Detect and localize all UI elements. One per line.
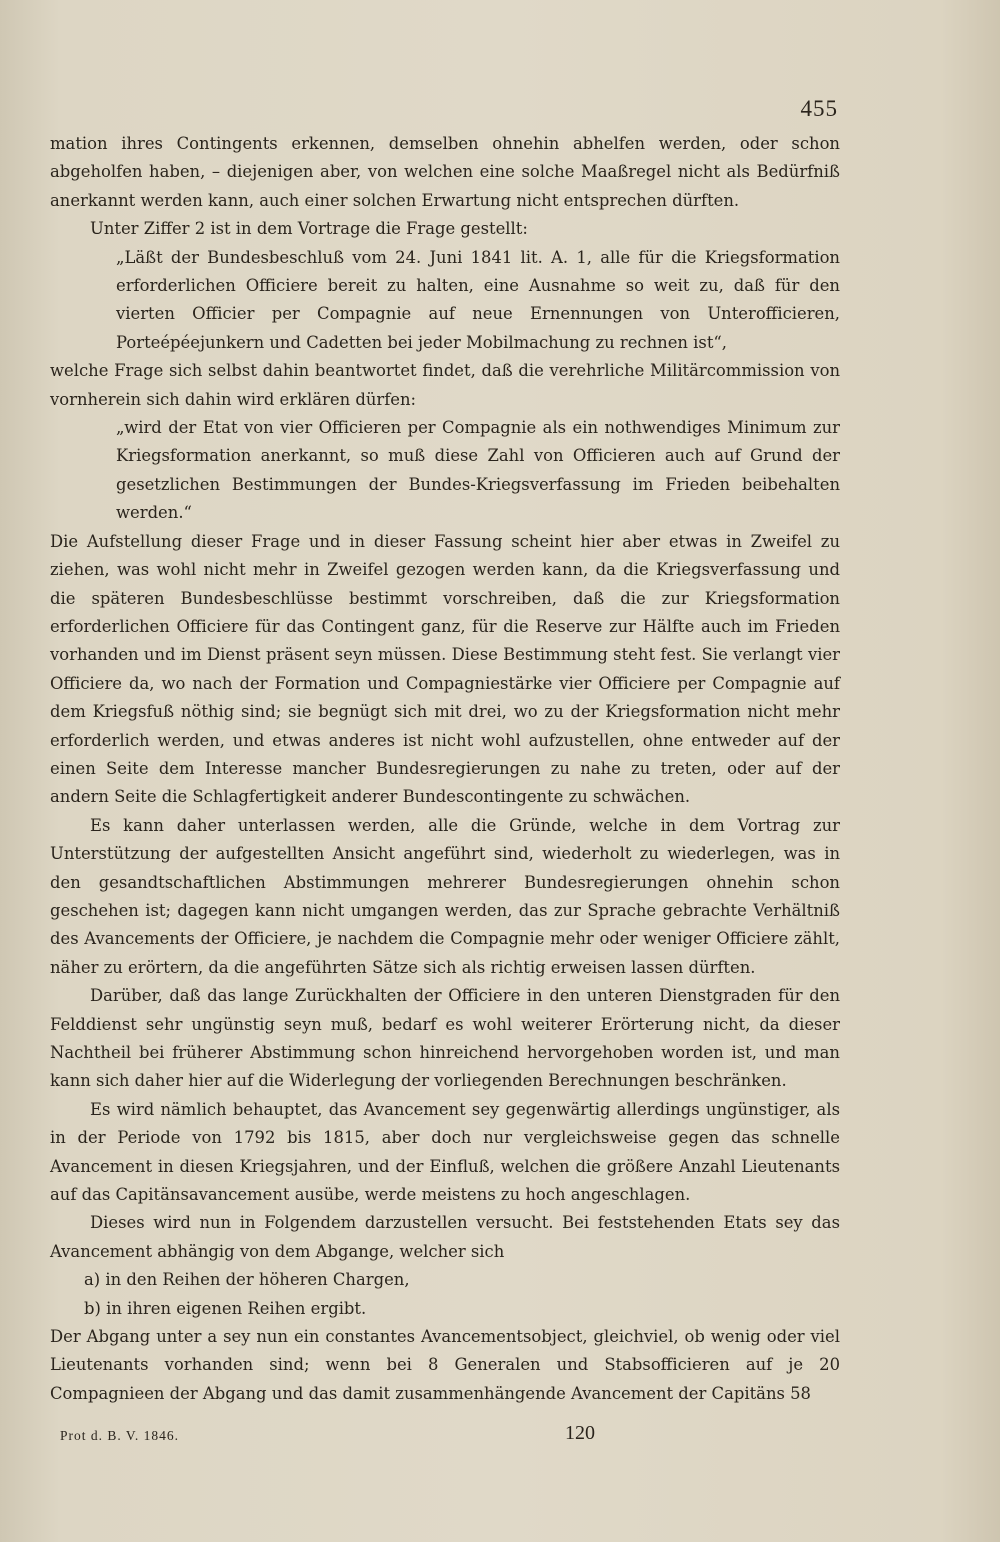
- paragraph: welche Frage sich selbst dahin beantwortet findet, daß die verehrliche Militärcommission von vornherein sich dahin wird erklären dürfen:: [50, 361, 840, 409]
- paragraph: Der Abgang unter a sey nun ein constantes Avancementsobject, gleichviel, ob wenig oder viel Lieutenants vorhanden sind; wenn bei 8 Generalen und Stabsofficieren auf je 20 Compagnieen der Abgang und das damit zusammenhängende Avancement der Capitäns 58: [50, 1327, 840, 1403]
- paragraph: Darüber, daß das lange Zurückhalten der Officiere in den unteren Dienstgraden für den Felddienst sehr ungünstig seyn muß, bedarf es wohl weiterer Erörterung nicht, da dieser Nachtheil bei früherer Abstimmung schon hinreichend hervorgehoben worden ist, und man kann sich daher hier auf die Widerlegung der vorliegenden Berechnungen beschränken.: [50, 986, 840, 1091]
- signature-number: 120: [565, 1422, 595, 1444]
- paragraph: „wird der Etat von vier Officieren per Compagnie als ein nothwendiges Minimum zur Kriegsformation anerkannt, so muß diese Zahl von Officieren auch auf Grund der gesetzlichen Bestimmungen der Bundes-Kriegsverfassung im Frieden beibehalten werden.“: [116, 418, 840, 523]
- paragraph: Unter Ziffer 2 ist in dem Vortrage die Frage gestellt:: [90, 219, 528, 239]
- body-text: [50, 130, 840, 1408]
- footer-reference: Prot d. B. V. 1846.: [60, 1428, 180, 1443]
- paragraph: Die Aufstellung dieser Frage und in dieser Fassung scheint hier aber etwas in Zweifel zu ziehen, was wohl nicht mehr in Zweifel gezogen werden kann, da die Kriegsverfassung und die späteren Bundesbeschlüsse bestimmt vorschreiben, daß die zur Kriegsformation erforderlichen Officiere für das Contingent ganz, für die Reserve zur Hälfte auch im Frieden vorhanden und im Dienst präsent seyn müssen. Diese Bestimmung steht fest. Sie verlangt vier Officiere da, wo nach der Formation und Compagniestärke vier Officiere per Compagnie auf dem Kriegsfuß nöthig sind; sie begnügt sich mit drei, wo zu der Kriegsformation nicht mehr erforderlich werden, und etwas anderes ist nicht wohl aufzustellen, ohne entweder auf der einen Seite dem Interesse mancher Bundesregierungen zu nahe zu treten, oder auf der andern Seite die Schlagfertigkeit anderer Bundescontingente zu schwächen.: [50, 531, 840, 807]
- paragraph: b) in ihren eigenen Reihen ergibt.: [84, 1298, 367, 1318]
- page-number: 455: [800, 96, 838, 121]
- paragraph: Es kann daher unterlassen werden, alle die Gründe, welche in dem Vortrag zur Unterstützung der aufgestellten Ansicht angeführt sind, wiederholt zu wiederlegen, was in den gesandtschaftlichen Abstimmungen mehrerer Bundesregierungen ohnehin schon geschehen ist; dagegen kann nicht umgangen werden, das zur Sprache gebrachte Verhältniß des Avancements der Officiere, je nachdem die Compagnie mehr oder weniger Officiere zählt, näher zu erörtern, da die angeführten Sätze sich als richtig erweisen lassen dürften.: [50, 815, 840, 977]
- paragraph: Dieses wird nun in Folgendem darzustellen versucht. Bei feststehenden Etats sey das Avancement abhängig von dem Abgange, welcher sich: [50, 1213, 840, 1261]
- paragraph: „Läßt der Bundesbeschluß vom 24. Juni 1841 lit. A. 1, alle für die Kriegsformation erforderlichen Officiere bereit zu halten, eine Ausnahme so weit zu, daß für den vierten Officier per Compagnie auf neue Ernennungen von Unterofficieren, Porteépéejunkern und Cadetten bei jeder Mobilmachung zu rechnen ist“,: [116, 247, 840, 352]
- paragraph: mation ihres Contingents erkennen, demselben ohnehin abhelfen werden, oder schon abgeholfen haben, – diejenigen aber, von welchen eine solche Maaßregel nicht als Bedürfniß anerkannt werden kann, auch einer solchen Erwartung nicht entsprechen dürften.: [50, 134, 840, 210]
- paragraph: Es wird nämlich behauptet, das Avancement sey gegenwärtig allerdings ungünstiger, als in der Periode von 1792 bis 1815, aber doch nur vergleichsweise gegen das schnelle Avancement in diesen Kriegsjahren, und der Einfluß, welchen die größere Anzahl Lieutenants auf das Capitänsavancement ausübe, werde meistens zu hoch angeschlagen.: [50, 1099, 840, 1205]
- paragraph: a) in den Reihen der höheren Chargen,: [84, 1270, 410, 1290]
